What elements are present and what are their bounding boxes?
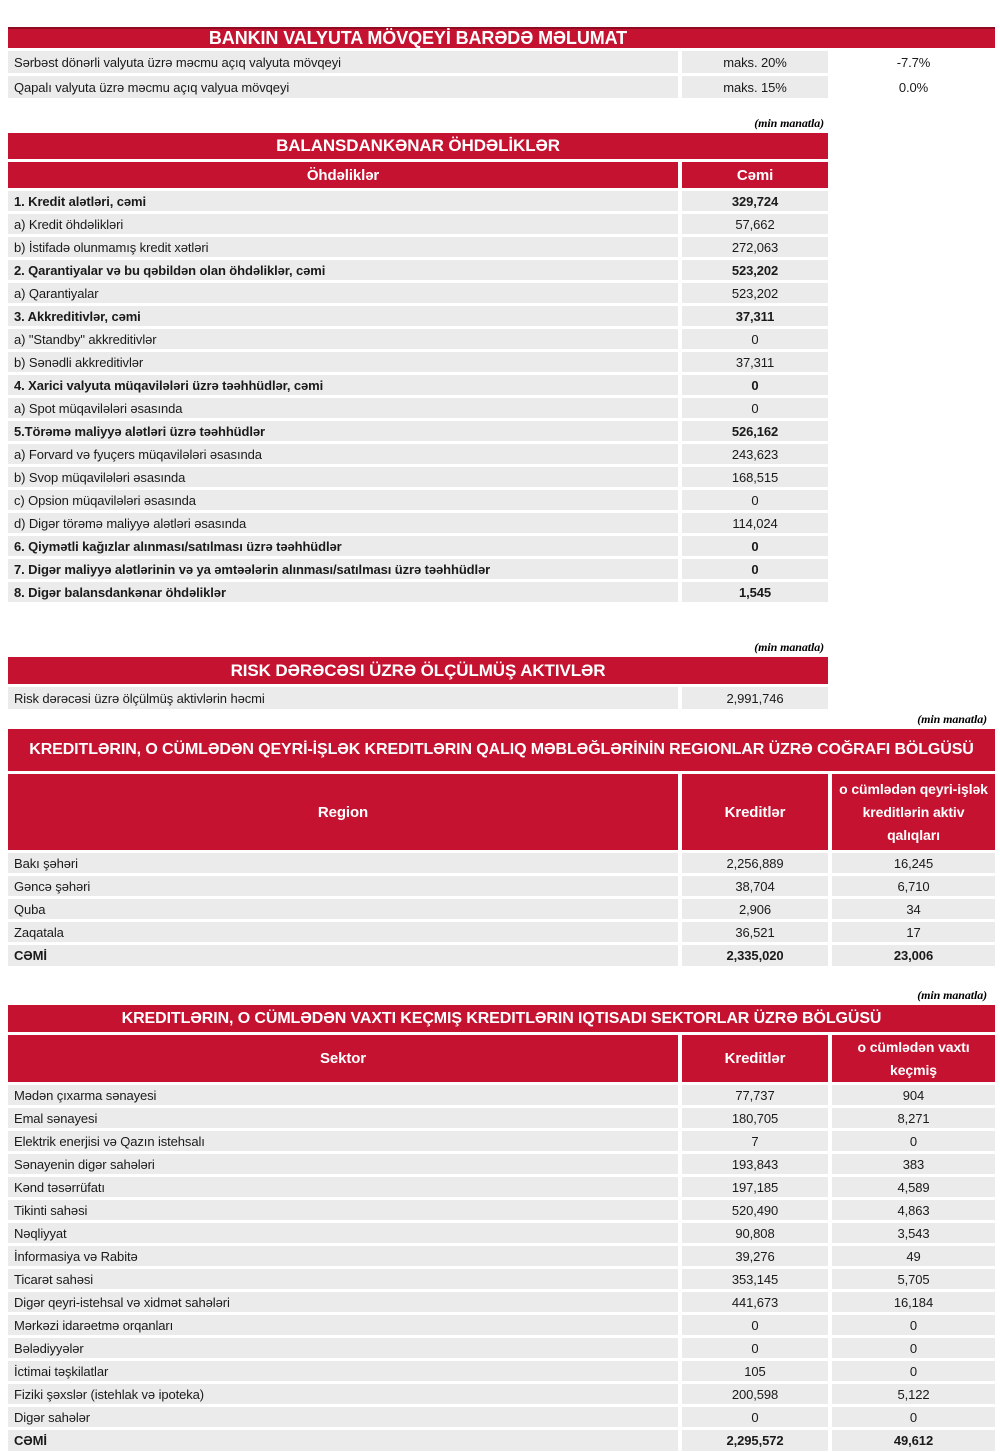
table-row bbox=[8, 922, 995, 942]
row-label: Sənayenin digər sahələri bbox=[8, 1154, 678, 1174]
row-overdue: 0 bbox=[832, 1131, 995, 1151]
table-row bbox=[8, 1315, 995, 1335]
column-header-region: Region bbox=[8, 774, 678, 850]
row-label: Sərbəst dönərli valyuta üzrə məcmu açıq valyuta mövqeyi bbox=[8, 51, 678, 73]
row-label: İnformasiya və Rabitə bbox=[8, 1246, 678, 1266]
section-title: BANKIN VALYUTA MÖVQEYİ BARƏDƏ MƏLUMAT bbox=[208, 28, 628, 48]
row-label: Mədən çıxarma sənayesi bbox=[8, 1085, 678, 1105]
row-credits: 520,490 bbox=[682, 1200, 828, 1220]
row-value: 243,623 bbox=[682, 444, 828, 464]
off-balance-header-row bbox=[8, 162, 995, 188]
row-overdue: 3,543 bbox=[832, 1223, 995, 1243]
row-label: 1. Kredit alətləri, cəmi bbox=[8, 191, 678, 211]
row-label: 4. Xarici valyuta müqavilələri üzrə təəhhüdlər, cəmi bbox=[8, 375, 678, 395]
column-header-credits: Kreditlər bbox=[682, 1035, 828, 1082]
row-credits: 353,145 bbox=[682, 1269, 828, 1289]
row-label: Fiziki şəxslər (istehlak və ipoteka) bbox=[8, 1384, 678, 1404]
sectors-header-row bbox=[8, 1035, 995, 1082]
row-credits: 2,906 bbox=[682, 899, 828, 919]
section-title: BALANSDANKƏNAR ÖHDƏLİKLƏR bbox=[276, 136, 560, 155]
row-overdue: 904 bbox=[832, 1085, 995, 1105]
row-label: Tikinti sahəsi bbox=[8, 1200, 678, 1220]
table-row bbox=[8, 375, 995, 395]
table-row bbox=[8, 582, 995, 602]
row-value: 0 bbox=[682, 559, 828, 579]
row-value: 37,311 bbox=[682, 306, 828, 326]
row-label: CƏMİ bbox=[8, 945, 678, 966]
table-row bbox=[8, 513, 995, 533]
row-overdue: 0 bbox=[832, 1361, 995, 1381]
table-row bbox=[8, 1338, 995, 1358]
row-value: 0 bbox=[682, 329, 828, 349]
currency-position-title-bar bbox=[8, 27, 995, 48]
table-row bbox=[8, 444, 995, 464]
row-credits: 90,808 bbox=[682, 1223, 828, 1243]
row-npl: 6,710 bbox=[832, 876, 995, 896]
row-credits: 193,843 bbox=[682, 1154, 828, 1174]
row-label: Zaqatala bbox=[8, 922, 678, 942]
row-label: a) Forvard və fyuçers müqavilələri əsasında bbox=[8, 444, 678, 464]
row-label: 5.Törəmə maliyyə alətləri üzrə təəhhüdlər bbox=[8, 421, 678, 441]
row-value: 57,662 bbox=[682, 214, 828, 234]
regional-title-bar bbox=[8, 729, 995, 771]
row-label: b) Svop müqavilələri əsasında bbox=[8, 467, 678, 487]
row-overdue: 49 bbox=[832, 1246, 995, 1266]
table-row bbox=[8, 1384, 995, 1404]
row-credits: 0 bbox=[682, 1338, 828, 1358]
row-npl: 34 bbox=[832, 899, 995, 919]
row-credits: 7 bbox=[682, 1131, 828, 1151]
table-row bbox=[8, 559, 995, 579]
table-row bbox=[8, 421, 995, 441]
table-row bbox=[8, 306, 995, 326]
row-credits: 77,737 bbox=[682, 1085, 828, 1105]
row-credits: 180,705 bbox=[682, 1108, 828, 1128]
row-label: Gəncə şəhəri bbox=[8, 876, 678, 896]
table-row bbox=[8, 1200, 995, 1220]
section-title: KREDITLƏRIN, O CÜMLƏDƏN VAXTI KEÇMIŞ KREDITLƏRIN IQTISADI SEKTORLAR ÜZRƏ BÖLGÜSÜ bbox=[121, 1009, 882, 1027]
row-value: 523,202 bbox=[682, 260, 828, 280]
table-total-row bbox=[8, 945, 995, 966]
table-row bbox=[8, 1246, 995, 1266]
row-value: 2,991,746 bbox=[682, 687, 828, 709]
table-row bbox=[8, 899, 995, 919]
column-header-total: Cəmi bbox=[682, 162, 828, 188]
row-npl: 17 bbox=[832, 922, 995, 942]
table-row bbox=[8, 876, 995, 896]
units-note: (min manatla) bbox=[917, 988, 987, 1002]
table-row bbox=[8, 260, 995, 280]
table-row bbox=[8, 398, 995, 418]
row-label: CƏMİ bbox=[8, 1430, 678, 1451]
row-label: 3. Akkreditivlər, cəmi bbox=[8, 306, 678, 326]
row-label: Quba bbox=[8, 899, 678, 919]
table-row bbox=[8, 536, 995, 556]
row-credits: 200,598 bbox=[682, 1384, 828, 1404]
table-row bbox=[8, 1154, 995, 1174]
units-note: (min manatla) bbox=[917, 712, 987, 726]
units-note: (min manatla) bbox=[754, 640, 824, 654]
row-label: Mərkəzi idarəetmə orqanları bbox=[8, 1315, 678, 1335]
row-label: d) Digər törəmə maliyyə alətləri əsasında bbox=[8, 513, 678, 533]
table-row bbox=[8, 214, 995, 234]
row-credits: 38,704 bbox=[682, 876, 828, 896]
row-label: 7. Digər maliyyə alətlərinin və ya əmtəələrin alınması/satılması üzrə təəhhüdlər bbox=[8, 559, 678, 579]
row-overdue: 0 bbox=[832, 1338, 995, 1358]
table-row bbox=[8, 329, 995, 349]
row-value: 526,162 bbox=[682, 421, 828, 441]
row-label: Bakı şəhəri bbox=[8, 853, 678, 873]
row-label: c) Opsion müqavilələri əsasında bbox=[8, 490, 678, 510]
row-label: Emal sənayesi bbox=[8, 1108, 678, 1128]
table-row bbox=[8, 687, 995, 709]
row-value: 329,724 bbox=[682, 191, 828, 211]
row-label: a) Spot müqavilələri əsasında bbox=[8, 398, 678, 418]
row-label: 6. Qiymətli kağızlar alınması/satılması üzrə təəhhüdlər bbox=[8, 536, 678, 556]
row-credits: 0 bbox=[682, 1315, 828, 1335]
row-npl: 16,245 bbox=[832, 853, 995, 873]
row-label: a) Kredit öhdəlikləri bbox=[8, 214, 678, 234]
table-row bbox=[8, 51, 995, 73]
section-title: KREDITLƏRIN, O CÜMLƏDƏN QEYRİ-İŞLƏK KREDITLƏRIN QALIQ MƏBLƏĞLƏRİNİN REGIONLAR ÜZRƏ COĞRAFI BÖLGÜSÜ bbox=[29, 741, 974, 758]
row-value: 0 bbox=[682, 375, 828, 395]
row-overdue: 16,184 bbox=[832, 1292, 995, 1312]
table-row bbox=[8, 76, 995, 98]
sectors-title-bar bbox=[8, 1005, 995, 1032]
row-label: a) Qarantiyalar bbox=[8, 283, 678, 303]
row-overdue: 383 bbox=[832, 1154, 995, 1174]
row-label: b) İstifadə olunmamış kredit xətləri bbox=[8, 237, 678, 257]
row-value: 0 bbox=[682, 536, 828, 556]
risk-assets-title-bar bbox=[8, 657, 828, 684]
row-credits: 2,335,020 bbox=[682, 945, 828, 966]
table-row bbox=[8, 1292, 995, 1312]
row-overdue: 4,863 bbox=[832, 1200, 995, 1220]
table-row bbox=[8, 467, 995, 487]
row-label: 2. Qarantiyalar və bu qəbildən olan öhdəliklər, cəmi bbox=[8, 260, 678, 280]
units-note: (min manatla) bbox=[754, 116, 824, 130]
row-credits: 2,295,572 bbox=[682, 1430, 828, 1451]
row-value: -7.7% bbox=[896, 54, 931, 70]
row-credits: 39,276 bbox=[682, 1246, 828, 1266]
table-row bbox=[8, 1407, 995, 1427]
section-title: RISK DƏRƏCƏSI ÜZRƏ ÖLÇÜLMÜŞ AKTIVLƏR bbox=[230, 660, 606, 680]
regional-header-row bbox=[8, 774, 995, 850]
row-value: 523,202 bbox=[682, 283, 828, 303]
row-value: 114,024 bbox=[682, 513, 828, 533]
row-label: a) "Standby" akkreditivlər bbox=[8, 329, 678, 349]
row-value: 0.0% bbox=[898, 79, 929, 95]
row-label: Qapalı valyuta üzrə məcmu açıq valyua mövqeyi bbox=[8, 76, 678, 98]
table-row bbox=[8, 1269, 995, 1289]
row-value: 0 bbox=[682, 490, 828, 510]
table-row bbox=[8, 191, 995, 211]
row-credits: 197,185 bbox=[682, 1177, 828, 1197]
row-overdue: 0 bbox=[832, 1315, 995, 1335]
row-label: Digər sahələr bbox=[8, 1407, 678, 1427]
row-value: 1,545 bbox=[682, 582, 828, 602]
row-value: 168,515 bbox=[682, 467, 828, 487]
row-credits: 2,256,889 bbox=[682, 853, 828, 873]
off-balance-title-bar bbox=[8, 133, 828, 159]
row-label: Nəqliyyat bbox=[8, 1223, 678, 1243]
table-row bbox=[8, 237, 995, 257]
row-label: İctimai təşkilatlar bbox=[8, 1361, 678, 1381]
table-row bbox=[8, 1223, 995, 1243]
row-label: Bələdiyyələr bbox=[8, 1338, 678, 1358]
column-header-sector: Sektor bbox=[8, 1035, 678, 1082]
column-header-npl: o cümlədən qeyri-işlək kreditlərin aktiv qalıqları bbox=[832, 774, 995, 850]
table-row bbox=[8, 1131, 995, 1151]
column-header-overdue: o cümlədən vaxtı keçmiş bbox=[832, 1035, 995, 1082]
row-overdue: 4,589 bbox=[832, 1177, 995, 1197]
row-npl: 23,006 bbox=[832, 945, 995, 966]
row-value: 0 bbox=[682, 398, 828, 418]
table-total-row bbox=[8, 1430, 995, 1451]
row-overdue: 49,612 bbox=[832, 1430, 995, 1451]
column-header-liabilities: Öhdəliklər bbox=[8, 162, 678, 188]
row-overdue: 8,271 bbox=[832, 1108, 995, 1128]
row-overdue: 0 bbox=[832, 1407, 995, 1427]
row-label: Digər qeyri-istehsal və xidmət sahələri bbox=[8, 1292, 678, 1312]
row-limit: maks. 20% bbox=[682, 51, 828, 73]
table-row bbox=[8, 853, 995, 873]
table-row bbox=[8, 490, 995, 510]
row-overdue: 5,705 bbox=[832, 1269, 995, 1289]
row-credits: 441,673 bbox=[682, 1292, 828, 1312]
table-row bbox=[8, 1177, 995, 1197]
row-limit: maks. 15% bbox=[682, 76, 828, 98]
row-overdue: 5,122 bbox=[832, 1384, 995, 1404]
row-label: 8. Digər balansdankənar öhdəliklər bbox=[8, 582, 678, 602]
row-value: 37,311 bbox=[682, 352, 828, 372]
column-header-credits: Kreditlər bbox=[682, 774, 828, 850]
row-label: Elektrik enerjisi və Qazın istehsalı bbox=[8, 1131, 678, 1151]
table-row bbox=[8, 352, 995, 372]
table-row bbox=[8, 1108, 995, 1128]
row-credits: 105 bbox=[682, 1361, 828, 1381]
row-label: Kənd təsərrüfatı bbox=[8, 1177, 678, 1197]
row-label: Risk dərəcəsi üzrə ölçülmüş aktivlərin həcmi bbox=[8, 687, 678, 709]
table-row bbox=[8, 1085, 995, 1105]
row-credits: 0 bbox=[682, 1407, 828, 1427]
row-credits: 36,521 bbox=[682, 922, 828, 942]
row-label: b) Sənədli akkreditivlər bbox=[8, 352, 678, 372]
row-label: Ticarət sahəsi bbox=[8, 1269, 678, 1289]
table-row bbox=[8, 283, 995, 303]
table-row bbox=[8, 1361, 995, 1381]
row-value: 272,063 bbox=[682, 237, 828, 257]
